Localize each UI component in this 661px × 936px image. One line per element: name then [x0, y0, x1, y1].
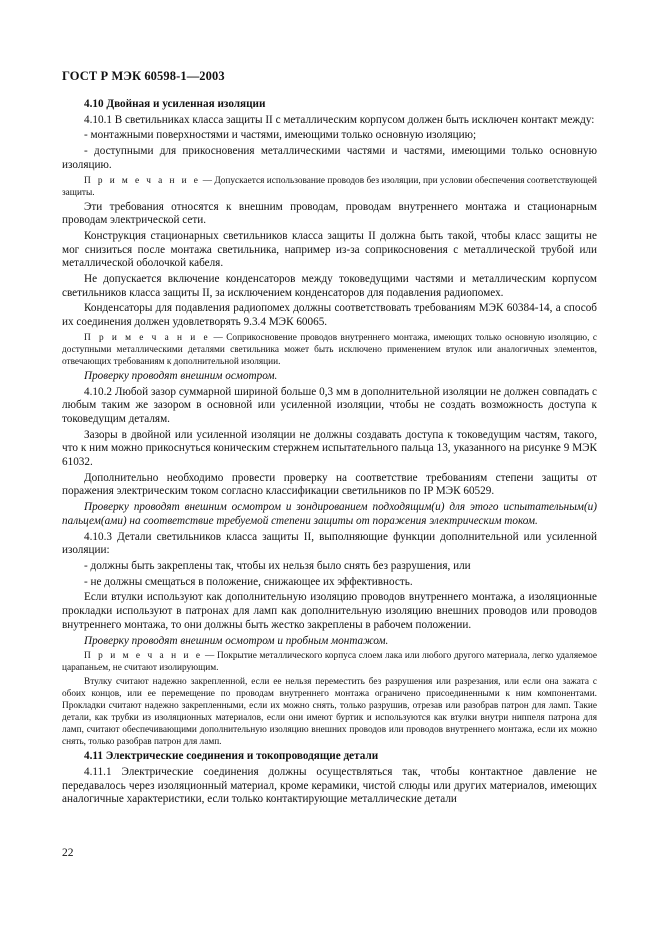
paragraph [62, 302, 597, 329]
paragraph-text: Не допускается включение конденсаторов между токоведущими частями и металлическим корпусом светильников класса защиты II, за исключением конденсаторов для подавления радиопомех. [62, 273, 597, 299]
paragraph-text: Проверку проводят внешним осмотром и пробным монтажом. [84, 634, 389, 647]
paragraph [62, 230, 597, 271]
paragraph [62, 145, 597, 172]
paragraph [62, 386, 597, 427]
paragraph-text: 4.10.1 В светильниках класса защиты II с металлическим корпусом должен быть исключен контакт между: [84, 113, 595, 126]
paragraph-text: Дополнительно необходимо провести проверку на соответствие требованиям степени защиты от поражения электрическим током согласно классификации светильников по IP МЭК 60529. [62, 471, 597, 498]
paragraph [62, 766, 597, 807]
paragraph-text: 4.10.3 Детали светильников класса защиты II, выполняющие функции дополнительной или усиленной изоляции: [62, 530, 597, 557]
paragraph [62, 472, 597, 499]
paragraph-text: Втулку считают надежно закрепленной, если ее нельзя переместить без разрушения или разрезания, или если она зажата с обоих концов, или ее перемещение по проводам внутреннего монтажа ограничено присоединенными к ним компонентами. Прокладки считают надежно закрепленными, если их можно снять, только разрушив, отрезав или разобрав патрон для ламп. Такие детали, как трубки из изоляционных материалов, если они имеют буртик и используются как втулки внутри ниппеля патрона для ламп, считают обеспечивающими дополнительную изоляцию внешних проводов или проводов внутреннего монтажа, если их можно снять, только разобрав патрон для ламп. [62, 677, 597, 748]
document-body [62, 98, 597, 809]
paragraph-text: 4.10.2 Любой зазор суммарной шириной больше 0,3 мм в дополнительной изоляции не должен совпадать с любым таким же зазором в основной или усиленной изоляции, чтобы не создать возможность доступа к токоведущим деталям. [62, 385, 597, 425]
paragraph [62, 560, 597, 574]
paragraph-text: Зазоры в двойной или усиленной изоляции не должны создавать доступа к токоведущим частям, такого, что к ним можно прикоснуться коническим стержнем испытательного пальца 13, указанного на рисунке 9 МЭК 61032. [62, 428, 597, 469]
paragraph-text: — Допускается использование проводов без изоляции, при условии обеспечения соответствующей защиты. [62, 175, 597, 198]
section-heading [62, 98, 597, 112]
paragraph [62, 201, 597, 228]
note-lead: П р и м е ч а н и е [84, 651, 203, 662]
page-number: 22 [62, 847, 74, 859]
paragraph-text: 4.11 Электрические соединения и токопроводящие детали [84, 750, 379, 763]
paragraph-text: - доступными для прикосновения металлическими частями и частями, имеющими только основную изоляцию. [62, 145, 597, 171]
note-lead: П р и м е ч а н и е [84, 332, 210, 343]
verification-note [62, 501, 597, 528]
paragraph-text: Эти требования относятся к внешним проводам, проводам внутреннего монтажа и стационарным проводам электрической сети. [62, 200, 597, 227]
document-header: ГОСТ Р МЭК 60598-1—2003 [62, 69, 225, 83]
paragraph-text: 4.10 Двойная и усиленная изоляции [84, 98, 266, 110]
note-paragraph [62, 676, 597, 748]
verification-note [62, 370, 597, 384]
paragraph [62, 576, 597, 590]
paragraph-text: - должны быть закреплены так, чтобы их нельзя было снять без разрушения, или [84, 559, 471, 572]
paragraph [62, 114, 597, 128]
paragraph-text: - не должны смещаться в положение, снижающее их эффективность. [84, 575, 413, 588]
paragraph-text: — Покрытие металлического корпуса слоем лака или любого другого материала, легко удаляемое царапаньем, не считают изолирующим. [62, 651, 597, 674]
note-paragraph [62, 332, 597, 368]
paragraph-text: 4.11.1 Электрические соединения должны осуществляться так, чтобы контактное давление не передавалось через изоляционный материал, кроме керамики, чистой слюды или других материалов, имеющих аналогичные характеристики, если только контактирующие металлические детали [62, 765, 597, 806]
note-paragraph [62, 650, 597, 674]
paragraph [62, 591, 597, 632]
paragraph [62, 429, 597, 470]
paragraph-text: Проверку проводят внешним осмотром. [84, 369, 278, 382]
paragraph-text: Проверку проводят внешним осмотром и зондированием подходящим(и) для этого испытательным(и) пальцем(ами) на соответствие требуемой степени защиты от поражения электрическим током. [62, 501, 597, 527]
paragraph [62, 129, 597, 143]
paragraph [62, 273, 597, 300]
paragraph-text: Если втулки используют как дополнительную изоляцию проводов внутреннего монтажа, а изоляционные прокладки используют в патронах для ламп как дополнительную изоляцию внешних проводов или проводов внутреннего монтажа, то они должны быть жестко закреплены в рабочем положении. [62, 591, 597, 631]
note-lead: П р и м е ч а н и е [84, 175, 201, 186]
note-paragraph [62, 175, 597, 199]
paragraph-text: Конструкция стационарных светильников класса защиты II должна быть такой, чтобы класс защиты не мог снизиться после монтажа светильника, например из-за соприкосновения с металлической трубой или металлической оболочкой кабеля. [62, 229, 597, 270]
paragraph-text: - монтажными поверхностями и частями, имеющими только основную изоляцию; [84, 129, 477, 142]
verification-note [62, 635, 597, 649]
section-heading [62, 750, 597, 764]
paragraph-text: Конденсаторы для подавления радиопомех должны соответствовать требованиям МЭК 60384-14, а способ их соединения должен удовлетворять 9.3.4 МЭК 60065. [62, 302, 597, 329]
paragraph [62, 531, 597, 558]
paragraph-text: — Соприкосновение проводов внутреннего монтажа, имеющих только основную изоляцию, с доступными металлическими деталями светильника может быть исключено применением втулок или аналогичных элементов, отвечающих требованиям к дополнительной изоляции. [62, 332, 598, 367]
